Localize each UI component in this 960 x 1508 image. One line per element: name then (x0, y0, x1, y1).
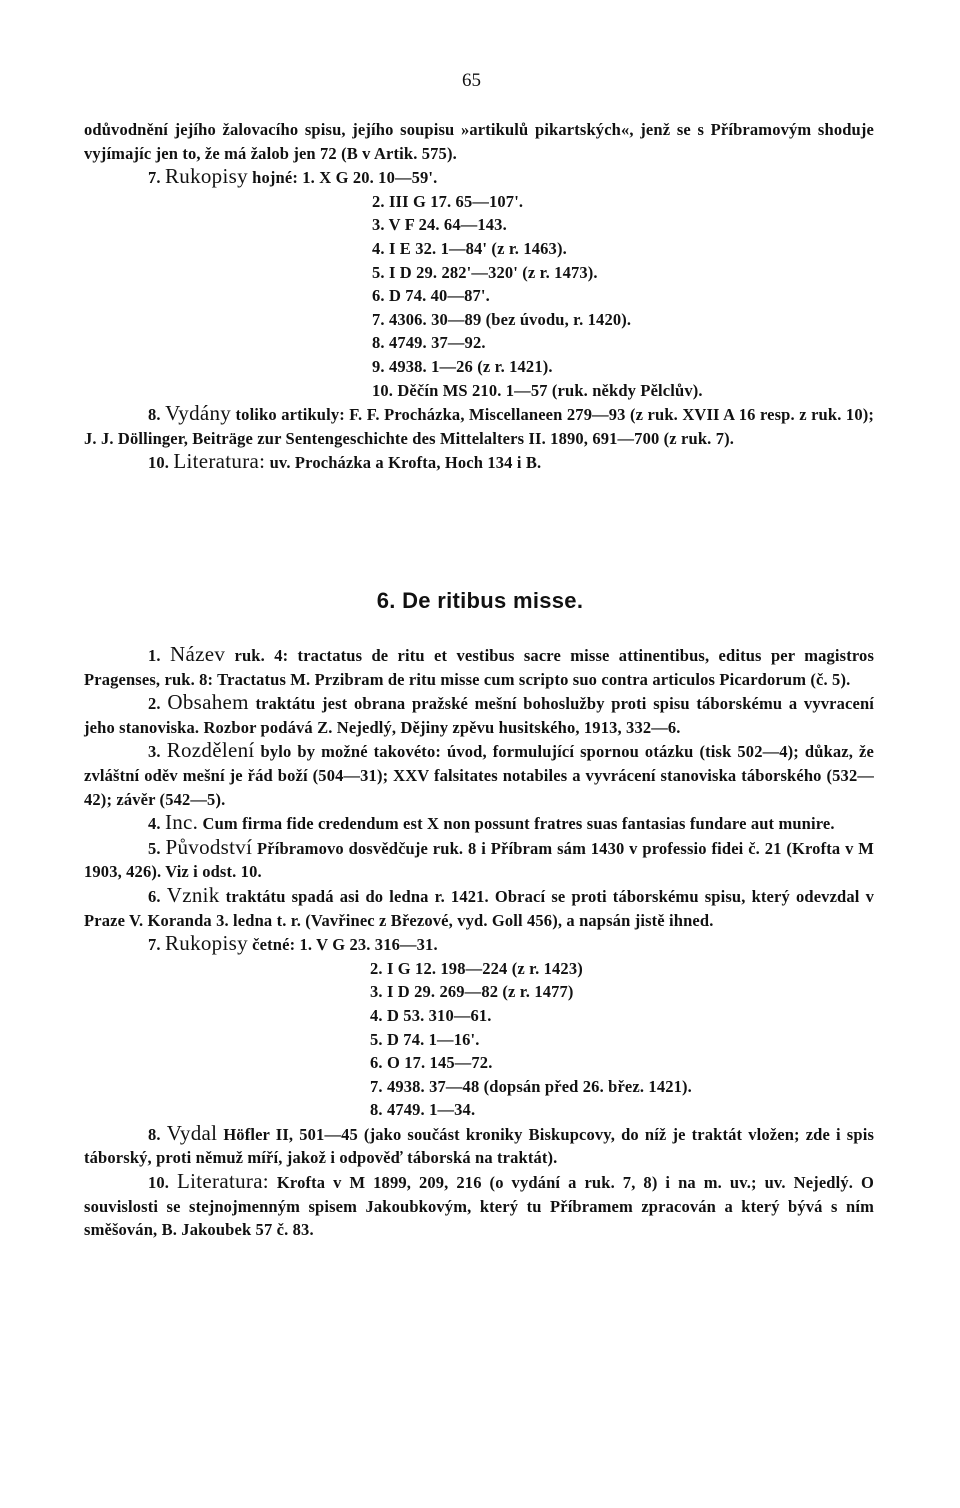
list-item: 3. I D 29. 269—82 (z r. 1477) (370, 982, 574, 1002)
intro-paragraph: odůvodnění jejího žalovacího spisu, jejího soupisu »artikulů pikartských«, jenž se s Příbramovým shoduje vyjímajíc jen to, že má žalob jen 72 (B v Artik. 575). (84, 120, 874, 163)
manuscripts-list (84, 957, 874, 1122)
literature-label: Literatura: (173, 449, 266, 474)
content-label: Obsahem (167, 690, 249, 715)
edition-paragraph: 8. Vydal Höfler II, 501—45 (jako součást kroniky Biskupcovy, do níž je traktát vložen; zde i spis táborský, proti němuž míří, jakož i odpověď táborská na traktát). (84, 1120, 875, 1168)
origin-paragraph: 6. Vznik traktátu spadá asi do ledna r. 1421. Obrací se proti táborskému spisu, který odevzdal v Praze V. Koranda 3. ledna t. r. (Vavřinec z Březové, vyd. Goll 456), a napsán jistě ihned. (84, 882, 874, 930)
list-item: 8. 4749. 37—92. (372, 333, 486, 353)
division-label: Rozdělení (166, 738, 255, 763)
incipit-paragraph: 4. Inc. Cum firma fide credendum est X non possunt fratres suas fantasias fundare aut munire. (148, 810, 835, 835)
incipit-label: Inc. (164, 810, 199, 835)
content-paragraph: 2. Obsahem traktátu jest obrana pražské mešní bohoslužby proti spisu táborskému a vyvracení jeho stanoviska. Rozbor podává Z. Nejedlý, Dějiny zpěvu husitského, 1913, 332—6. (84, 690, 875, 737)
literature-paragraph: 10. Literatura: Krofta v M 1899, 209, 216 (o vydání a ruk. 7, 8) i na m. uv.; uv. Nejedlý. O souvislosti se stejnojmenným spisem Jakoubkovým, který tu Příbramem zpracován a který bývá s ním směšován, B. Jakoubek 57 č. 83. (84, 1169, 874, 1240)
literature-label: Literatura: (177, 1169, 269, 1194)
page-number: 65 (462, 70, 481, 91)
manuscripts-line: 7. Rukopisy četné: 1. V G 23. 316—31. (148, 931, 438, 956)
list-item: 2. I G 12. 198—224 (z r. 1423) (370, 958, 583, 978)
section-heading: 6. De ritibus misse. (376, 588, 584, 613)
list-item: 5. D 74. 1—16'. (370, 1029, 480, 1049)
authorship-paragraph: 5. Původství Příbramovo dosvědčuje ruk. 8 i Příbram sám 1430 v professio fidei č. 21 (Krofta v M 1903, 426). Viz i odst. 10. (84, 834, 874, 882)
list-item: 10. Děčín MS 210. 1—57 (ruk. někdy Pělclův). (372, 380, 703, 400)
list-item: 5. I D 29. 282'—320' (z r. 1473). (372, 262, 598, 282)
manuscripts-label: Rukopisy (164, 931, 248, 956)
list-item: 2. III G 17. 65—107'. (372, 191, 524, 211)
authorship-label: Původství (165, 834, 253, 859)
list-item: 3. V F 24. 64—143. (372, 215, 507, 235)
list-item: 4. D 53. 310—61. (370, 1005, 492, 1025)
literature-paragraph: 10. Literatura: uv. Procházka a Krofta, Hoch 134 i B. (148, 449, 542, 474)
editions-paragraph: 8. Vydány toliko artikuly: F. F. Procházka, Miscellaneen 279—93 (z ruk. XVII A 16 resp. z ruk. 10); J. J. Döllinger, Beiträge zur Sentengeschichte des Mittelalters II. 1890, 691—700 (z ruk. 7). (84, 401, 875, 448)
section-continued (84, 118, 874, 475)
edition-label: Vydal (166, 1120, 218, 1145)
manuscripts-label: Rukopisy (164, 164, 248, 189)
manuscripts-line: 7. Rukopisy hojné: 1. X G 20. 10—59'. (148, 164, 438, 189)
list-item: 6. O 17. 145—72. (370, 1053, 493, 1073)
list-item: 8. 4749. 1—34. (370, 1100, 476, 1120)
list-item: 7. 4938. 37—48 (dopsán před 26. břez. 1421). (370, 1076, 692, 1096)
manuscripts-list (84, 190, 874, 402)
title-label: Název (170, 642, 226, 666)
section-6 (84, 643, 874, 1242)
list-item: 9. 4938. 1—26 (z r. 1421). (372, 356, 553, 376)
origin-label: Vznik (166, 882, 220, 907)
editions-label: Vydány (165, 401, 232, 426)
list-item: 7. 4306. 30—89 (bez úvodu, r. 1420). (372, 309, 632, 329)
list-item: 4. I E 32. 1—84' (z r. 1463). (372, 238, 567, 258)
title-paragraph: 1. Název ruk. 4: tractatus de ritu et vestibus sacre misse attinentibus, editus per magistros Pragenses, ruk. 8: Tractatus M. Przibram de ritu misse cum scripto suo contra articulos Picardorum (č. 5). (84, 642, 875, 689)
division-paragraph: 3. Rozdělení bylo by možné takovéto: úvod, formulující spornou otázku (tisk 502—4); důkaz, že zvláštní oděv mešní je řád boží (504—31); XXV falsitates notabiles a vyvrácení stanoviska táborského (532—42); závěr (542—5). (84, 738, 874, 809)
list-item: 6. D 74. 40—87'. (372, 286, 490, 306)
